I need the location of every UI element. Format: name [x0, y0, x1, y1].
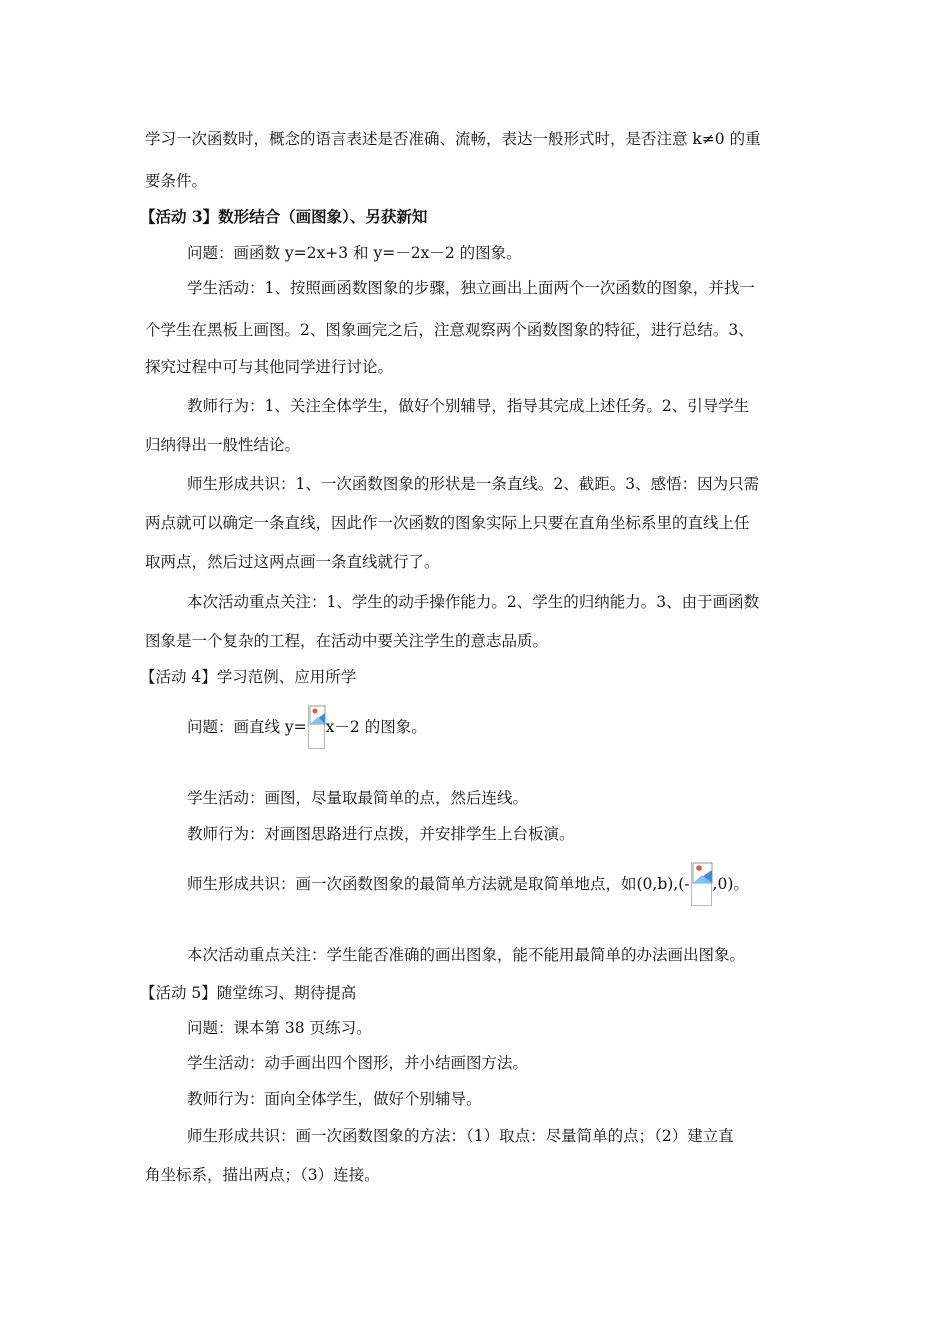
inline-text: x－2 的图象。	[325, 718, 427, 736]
paragraph-line	[187, 862, 749, 906]
activity-5-heading: 【活动 5】随堂练习、期待提高	[140, 984, 357, 1002]
paragraph-line: 本次活动重点关注：1、学生的动手操作能力。2、学生的归纳能力。3、由于画函数	[187, 593, 760, 611]
activity-4-heading: 【活动 4】学习范例、应用所学	[140, 668, 357, 686]
paragraph-line: 探究过程中可与其他同学进行讨论。	[145, 358, 394, 376]
broken-image-icon	[308, 705, 325, 749]
inline-text: ,0)。	[712, 875, 749, 893]
paragraph-line: 学习一次函数时，概念的语言表述是否准确、流畅，表达一般形式时，是否注意 k≠0 的重	[145, 130, 761, 148]
paragraph-line: 教师行为：对画图思路进行点拨，并安排学生上台板演。	[187, 825, 575, 843]
broken-image-icon	[309, 705, 326, 725]
broken-image-icon	[691, 862, 712, 906]
paragraph-line: 学生活动：画图，尽量取最简单的点，然后连线。	[187, 789, 529, 807]
paragraph-line: 要条件。	[145, 172, 208, 190]
broken-image-icon	[692, 862, 713, 884]
paragraph-line: 个学生在黑板上画图。2、图象画完之后，注意观察两个函数图象的特征，进行总结。3、	[145, 321, 754, 339]
paragraph-line	[187, 705, 427, 749]
paragraph-line: 学生活动：1、按照画函数图象的步骤，独立画出上面两个一次函数的图象，并找一	[187, 279, 755, 297]
paragraph-line: 问题：画函数 y=2x+3 和 y=－2x－2 的图象。	[187, 244, 522, 262]
paragraph-line: 教师行为：面向全体学生，做好个别辅导。	[187, 1090, 482, 1108]
activity-3-heading: 【活动 3】数形结合（画图象）、另获新知	[140, 207, 428, 226]
paragraph-line: 归纳得出一般性结论。	[145, 436, 301, 454]
paragraph-line: 师生形成共识：1、一次函数图象的形状是一条直线。2、截距。3、感悟：因为只需	[187, 475, 760, 493]
paragraph-line: 问题：课本第 38 页练习。	[187, 1019, 372, 1037]
paragraph-line: 学生活动：动手画出四个图形，并小结画图方法。	[187, 1054, 529, 1072]
paragraph-line: 师生形成共识：画一次函数图象的方法：（1）取点：尽量简单的点；（2）建立直	[187, 1127, 734, 1145]
paragraph-line: 取两点，然后过这两点画一条直线就行了。	[145, 553, 440, 571]
paragraph-line: 图象是一个复杂的工程，在活动中要关注学生的意志品质。	[145, 632, 549, 650]
inline-text: 师生形成共识：画一次函数图象的最简单方法就是取简单地点，如(0,b),(-	[187, 875, 690, 893]
paragraph-line: 教师行为：1、关注全体学生，做好个别辅导，指导其完成上述任务。2、引导学生	[187, 397, 750, 415]
paragraph-line: 本次活动重点关注：学生能否准确的画出图象，能不能用最简单的办法画出图象。	[187, 946, 746, 964]
paragraph-line: 两点就可以确定一条直线，因此作一次函数的图象实际上只要在直角坐标系里的直线上任	[145, 514, 750, 532]
inline-text: 问题：画直线 y=	[187, 718, 307, 736]
paragraph-line: 角坐标系，描出两点；（3）连接。	[145, 1166, 380, 1184]
